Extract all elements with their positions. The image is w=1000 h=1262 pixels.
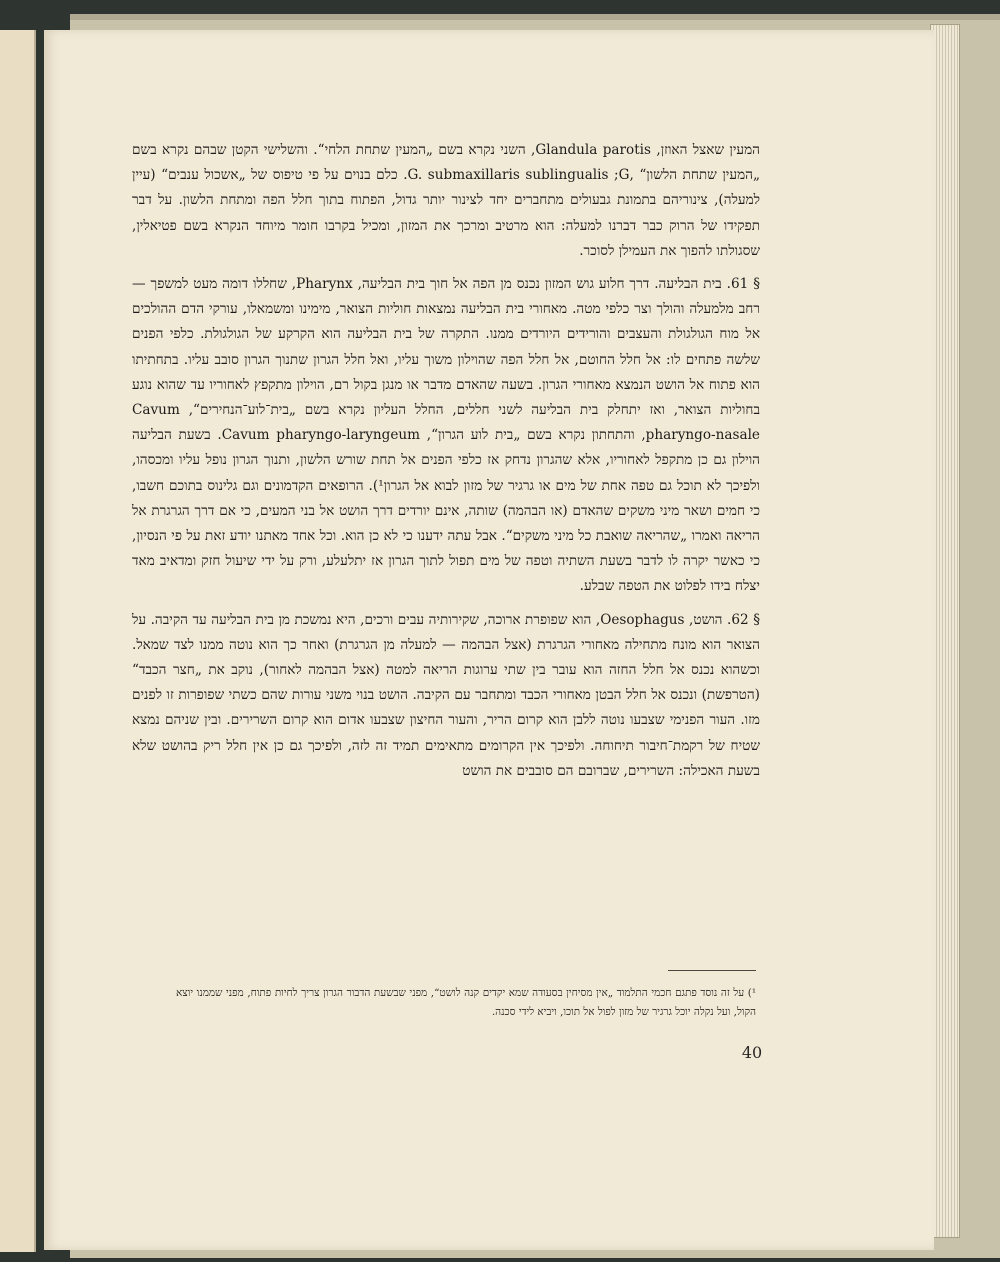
body-text	[132, 138, 760, 784]
cover-edge	[70, 14, 1000, 20]
left-page-edge	[0, 30, 36, 1252]
paragraph-pharynx: § 61. בית הבליעה. דרך חלוע גוש המזון נכנס מן הפה אל חוך בית הבליעה, Pharynx, שחללו דומה מעט למשפך — רחב מלמעלה והולך וצר כלפי מטה. מאחורי בית הבליעה נמצאות חוליות הצואר, מימינו ומשמאלו, עורקי הדם ההולכים אל מוח הגולגולת והעצבים והורידים היורדים ממנו. התקרה של בית הבליעה הוא הקרקע של הגולגולת. כלפי הפנים שלשה פתחים לו: אל חלל החוטם, אל חלל הפה שהוילון משוך עליו, ואל חלל הגרון שתנוך הגרון סובב עליו. בתחתיתו הוא פתוח אל הושט הנמצא מאחורי הגרון. בשעה שהאדם מדבר או מנגן בקול רם, הוילון מתקפץ לאחוריו עד שהוא נוגע בחוליות הצואר, ואז יתחלק בית הבליעה לשני חללים, החלל העליון נקרא בשם „בית־לוע־הנחירים“, Cavum pharyngo-nasale, והתחתון נקרא בשם „בית לוע הגרון“, Cavum pharyngo-laryngeum. בשעת הבליעה הוילון גם כן מתקפל לאחוריו, אלא שהגרון נדחק אז כלפי הפנים אל תחת שורש הלשון, ותנוך הגרון נופל עליו ומכסהו, ולפיכך לא תוכל גם טפה אחת של מים או גרגיר של מזון לבוא אל הגרון¹). הרופאים הקדמונים וגם גלינוס בתוכם חשבו, כי חמים ושאר מיני משקים שהאדם (או הבהמה) שותה, אינם יורדים דרך הושט אל בני המעים, כי אם דרך הגרגרת אל הריאה ואמרו „שהריאה שואבת כל מיני משקים“. אבל עתה ידענו כי לא כן הוא. וכל אחד מאתנו יודע זאת על פי הנסיון, כי כאשר יקרה לו לדבר בשעת השתיה וטפה של מים תפול לתוך הגרון אז יתלעלע, ורק על ידי שיעול חזק ומדאיב מאד יצלח בידו לפלוט את הטפה שבלע.	[132, 276, 760, 595]
footnote: ¹) על זה נוסד פתגם חכמי התלמוד „אין מסיחין בסעודה שמא יקדים קנה לושט“, מפני שבשעת הדבור הגרון צריך לחיות פתוח, מפני שממנו יוצא הקול, ועל נקלה יוכל גרגיר של מזון לפול אל תוכו, ויביא לידי סכנה.	[176, 987, 756, 1018]
paragraph-oesophagus: § 62. הושט, Oesophagus, הוא שפופרת ארוכה, שקירותיה עבים ורכים, היא נמשכת מן בית הבליעה עד הקיבה. על הצואר הוא מונח מתחילה מאחורי הגרגרת (אצל הבהמה — למעלה מן הגרגרת) ואחר כך הוא נוטה ממנו לצד שמאל. וכשהוא נכנס אל חלל החזה הוא עובר בין שתי ערוגות הריאה למטה (אצל הבהמה לאחור), נוקב את „חצר הכבד“ (הטרפשת) ונכנס אל חלל הבטן מאחורי הכבד ומתחבר עם הקיבה. הושט בנוי משני עורות שהם כשתי שפופרות זו לפנים מזו. העור הפנימי שצבעו נוטה ללבן הוא קרום הריר, והעור החיצון שצבעו אדום הוא קרום השרירים. ובין שניהם נמצא שטיח של רקמת־חיבור תיחוחה. ולפיכך אין הקרומים מתאימים תמיד זה לזה, ולפיכך גם כן אין חלל ריק בהושט שלא בשעת האכילה: השרירים, שברובם הם סובבים את הושט	[132, 611, 760, 779]
page-number: 40	[741, 1043, 763, 1062]
page-stack-edge	[930, 24, 960, 1238]
footnote-rule	[668, 970, 756, 971]
paragraph-salivary-glands: המעין שאצל האוזן, Glandula parotis, השני נקרא בשם „המעין שתחת הלחי“. והשלישי הקטן שבהם נקרא בשם „המעין שתחת הלשון“ ,G. submaxillaris sublingualis ;G. כלם בנוים על פי טיפוס של „אשכול ענבים“ (עיין למעלה), צינוריהם בתמונת גבעולים מתחברים יחד לצינור יותר גדול, הפתוח בתוך חלל הפה ומתחת הלשון. על דבר תפקידו של הרוק כבר דברנו למעלה: הוא מרטיב ומרכך את המזון, ומכיל בקרבו חומר מיוחד הנקרא בשם פטיאלין, שסגולתו להפוך את העמילן לסוכר.	[132, 142, 761, 259]
book-page	[44, 30, 934, 1250]
